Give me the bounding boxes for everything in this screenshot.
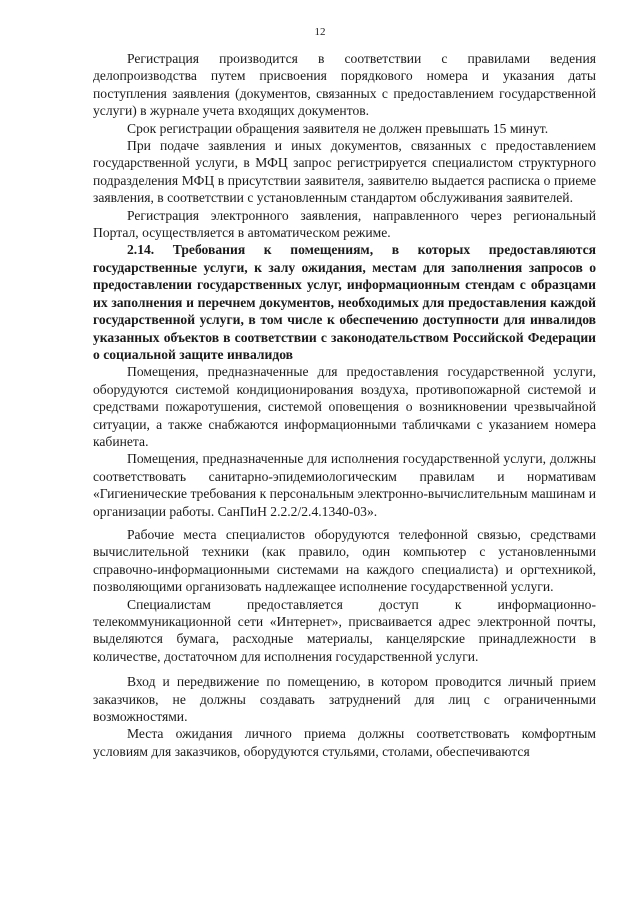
paragraph-premises-equipment: Помещения, предназначенные для предоставления государственной услуги, оборудуются системой кондиционирования воздуха, противопожарной системой и средствами пожаротушения, системой оповещения о возникновении чрезвычайной ситуации, а также снабжаются информационными табличками с указанием номера кабинета. [93, 364, 596, 449]
paragraph-sanitary-requirements: Помещения, предназначенные для исполнения государственной услуги, должны соответствовать санитарно-эпидемиологическим правилам и нормативам «Гигиенические требования к персональным электронно-вычислительным машинам и организации работы. СанПиН 2.2.2/2.4.1340-03». [93, 451, 596, 519]
document-body [93, 50, 596, 760]
paragraph-internet-access: Специалистам предоставляется доступ к информационно-телекоммуникационной сети «Интернет», присваивается адрес электронной почты, выделяются бумага, расходные материалы, канцелярские принадлежности в количестве, достаточном для исполнения государственной услуги. [93, 596, 596, 664]
paragraph-electronic-registration: Регистрация электронного заявления, направленного через региональный Портал, осуществляется в автоматическом режиме. [93, 207, 596, 241]
section-heading-2-14: 2.14. Требования к помещениям, в которых предоставляются государственные услуги, к залу ожидания, местам для заполнения запросов о предоставлении государственных услуг, информационным стендам с образцами их заполнения и перечнем документов, необходимых для предоставления каждой государственной услуги, в том числе к обеспечению доступности для инвалидов указанных объектов в соответствии с законодательством Российской Федерации о социальной защите инвалидов [93, 242, 596, 362]
paragraph-mfc-registration: При подаче заявления и иных документов, связанных с предоставлением государственной услуги, в МФЦ запрос регистрируется специалистом структурного подразделения МФЦ в присутствии заявителя, заявителю выдается расписка о приеме заявления, в соответствии с установленным стандартом обслуживания заявителей. [93, 138, 596, 206]
page-number: 12 [314, 26, 326, 38]
paragraph-waiting-area: Места ожидания личного приема должны соответствовать комфортным условиям для заказчиков, оборудуются стульями, столами, обеспечиваются [93, 726, 596, 759]
paragraph-registration: Регистрация производится в соответствии с правилами ведения делопроизводства путем присвоения порядкового номера и указания даты поступления заявления (документов, связанных с предоставлением государственной услуги) в журнале учета входящих документов. [93, 51, 596, 119]
paragraph-registration-time: Срок регистрации обращения заявителя не должен превышать 15 минут. [127, 120, 549, 136]
paragraph-accessibility: Вход и передвижение по помещению, в котором проводится личный прием заказчиков, не должны создавать затруднений для лиц с ограниченными возможностями. [93, 674, 596, 725]
paragraph-workplaces: Рабочие места специалистов оборудуются телефонной связью, средствами вычислительной техники (как правило, один компьютер с установленными справочно-информационными системами на каждого специалиста) и оргтехникой, позволяющими организовать надлежащее исполнение государственной услуги. [93, 526, 596, 595]
